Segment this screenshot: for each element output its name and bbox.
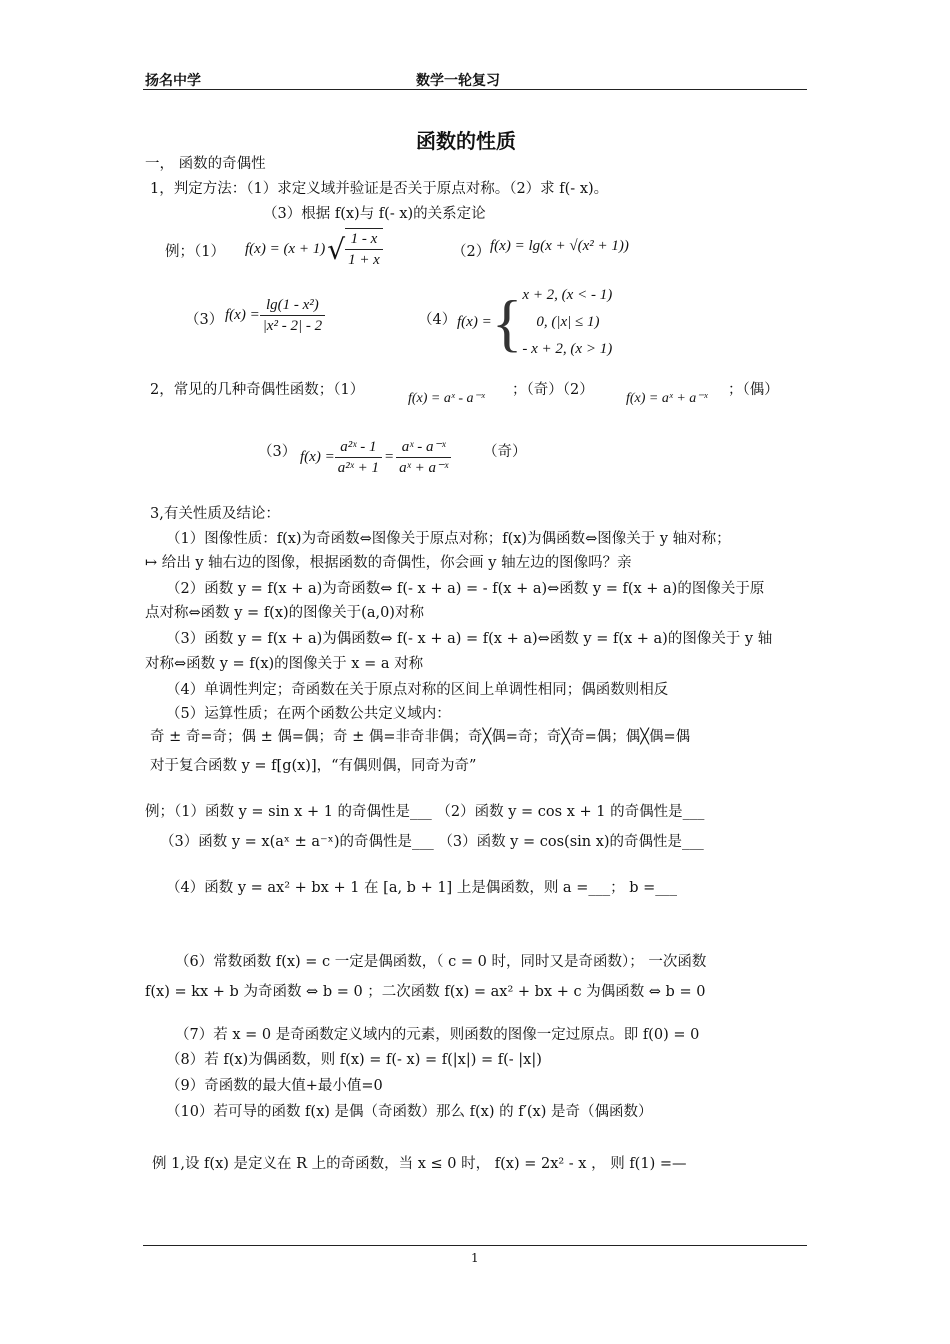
course-name: 数学一轮复习 (416, 73, 500, 89)
case-2: 0, (|x| ≤ 1) (536, 314, 600, 330)
page-title: 函数的性质 (416, 129, 516, 153)
property-5-composite: 对于复合函数 y = f[g(x)]，“有偶则偶，同奇为奇” (150, 758, 477, 774)
example-2-label: （2） (452, 244, 491, 260)
property-3-continued: 对称⇔函数 y = f(x)的图像关于 x = a 对称 (145, 656, 424, 672)
school-name: 扬名中学 (145, 73, 201, 89)
example-1-fraction (345, 228, 383, 270)
property-8: （8）若 f(x)为偶函数，则 f(x) = f(- x) = f(|x|) = f(- |x|) (166, 1052, 542, 1068)
property-3: （3）函数 y = f(x + a)为偶函数⇔ f(- x + a) = f(x + a)⇔函数 y = f(x + a)的图像关于 y 轴 (166, 631, 773, 647)
paragraph-common-functions: 2，常见的几种奇偶性函数；（1） (150, 382, 365, 398)
page-number: 1 (471, 1251, 479, 1265)
property-6: （6）常数函数 f(x) = c 一定是偶函数，（ c = 0 时，同时又是奇函数）； 一次函数 (175, 954, 707, 970)
example-3-label: （3） (185, 312, 224, 328)
fraction-1-denominator: a²ˣ + 1 (337, 460, 380, 476)
exercise-row-1: 例；（1）函数 y = sin x + 1 的奇偶性是___ （2）函数 y = cos x + 1 的奇偶性是___ (145, 804, 705, 820)
paragraph-judge-method-3: （3）根据 f(x)与 f(- x)的关系定论 (263, 206, 486, 222)
property-2: （2）函数 y = f(x + a)为奇函数⇔ f(- x + a) = - f(x + a)⇔函数 y = f(x + a)的图像关于原 (166, 581, 765, 597)
exercise-row-3: （4）函数 y = ax² + bx + 1 在 [a, b + 1] 上是偶函数，则 a =___； b =___ (166, 880, 677, 896)
common-function-2: f(x) = aˣ + a⁻ˣ (626, 391, 708, 406)
example-3-formula (225, 295, 325, 336)
example-2-formula: f(x) = lg(x + √(x² + 1)) (490, 238, 629, 254)
example-4-lhs: f(x) = (457, 314, 492, 330)
footer-rule (143, 1245, 807, 1246)
example-4-cases (522, 282, 612, 363)
example-label: 例；（1） (165, 244, 225, 260)
property-4: （4）单调性判定；奇函数在关于原点对称的区间上单调性相同；偶函数则相反 (166, 682, 669, 698)
common-function-3-fraction-1 (335, 437, 382, 478)
example-4-label: （4） (418, 312, 457, 328)
example-4-formula (457, 282, 612, 363)
property-10: （10）若可导的函数 f(x) 是偶（奇函数）那么 f(x) 的 f′(x) 是奇（偶函数） (166, 1104, 653, 1120)
paragraph-properties: 3,有关性质及结论： (150, 506, 280, 522)
section-heading: 一， 函数的奇偶性 (145, 156, 266, 172)
fraction-2-denominator: aˣ + a⁻ˣ (399, 460, 449, 476)
sqrt-symbol: √ (327, 232, 346, 266)
property-5: （5）运算性质；在两个函数公共定义域内： (166, 706, 451, 722)
common-function-1-tag: ；（奇）（2） (512, 382, 594, 398)
example-1-lhs: f(x) = (x + 1) (245, 240, 326, 257)
example-final: 例 1,设 f(x) 是定义在 R 上的奇函数，当 x ≤ 0 时， f(x) = 2x² - x ， 则 f(1) =— (152, 1156, 687, 1172)
header-rule (143, 89, 807, 90)
fraction-2-numerator: aˣ - a⁻ˣ (396, 437, 451, 458)
example-1-denominator: 1 + x (348, 252, 380, 268)
common-function-3-fraction-2 (396, 437, 451, 478)
common-function-1: f(x) = aˣ - a⁻ˣ (408, 391, 485, 406)
common-function-3-lhs: f(x) = (300, 449, 335, 465)
example-1-numerator: 1 - x (345, 229, 383, 250)
common-function-3-label: （3） (258, 444, 297, 460)
left-brace-icon: { (491, 286, 523, 358)
property-6-continued: f(x) = kx + b 为奇函数 ⇔ b = 0 ；二次函数 f(x) = ax² + bx + c 为偶函数 ⇔ b = 0 (145, 984, 706, 1000)
property-7: （7）若 x = 0 是奇函数定义域内的元素，则函数的图像一定过原点。即 f(0) = 0 (175, 1027, 700, 1043)
property-1: （1）图像性质：f(x)为奇函数⇔图像关于原点对称；f(x)为偶函数⇔图像关于 y 轴对称； (166, 531, 731, 547)
common-function-3-tag: （奇） (483, 444, 527, 460)
example-3-denominator: |x² - 2| - 2 (262, 318, 323, 334)
common-function-2-tag: ；（偶） (728, 382, 779, 398)
property-9: （9）奇函数的最大值+最小值=0 (166, 1078, 383, 1094)
paragraph-judge-method: 1，判定方法：（1）求定义域并验证是否关于原点对称。（2）求 f(- x)。 (150, 181, 609, 197)
example-3-fraction (260, 295, 325, 336)
property-5-rules: 奇 ± 奇=奇；偶 ± 偶=偶；奇 ± 偶=非奇非偶；奇╳偶=奇；奇╳奇=偶；偶╳偶=偶 (150, 729, 691, 745)
property-2-continued: 点对称⇔函数 y = f(x)的图像关于(a,0)对称 (145, 605, 424, 621)
case-3: - x + 2, (x > 1) (522, 341, 613, 357)
equals-sign: = (384, 449, 395, 465)
exercise-row-2: （3）函数 y = x(aˣ ± a⁻ˣ)的奇偶性是___ （3）函数 y = cos(sin x)的奇偶性是___ (160, 834, 704, 850)
example-3-lhs: f(x) = (225, 307, 260, 323)
fraction-1-numerator: a²ˣ - 1 (335, 437, 382, 458)
example-1-formula (245, 226, 383, 272)
property-1-continued: ↦ 给出 y 轴右边的图像，根据函数的奇偶性，你会画 y 轴左边的图像吗？亲 (145, 555, 632, 571)
common-function-3-formula (300, 437, 451, 478)
example-3-numerator: lg(1 - x²) (260, 295, 325, 316)
case-1: x + 2, (x < - 1) (522, 287, 613, 303)
